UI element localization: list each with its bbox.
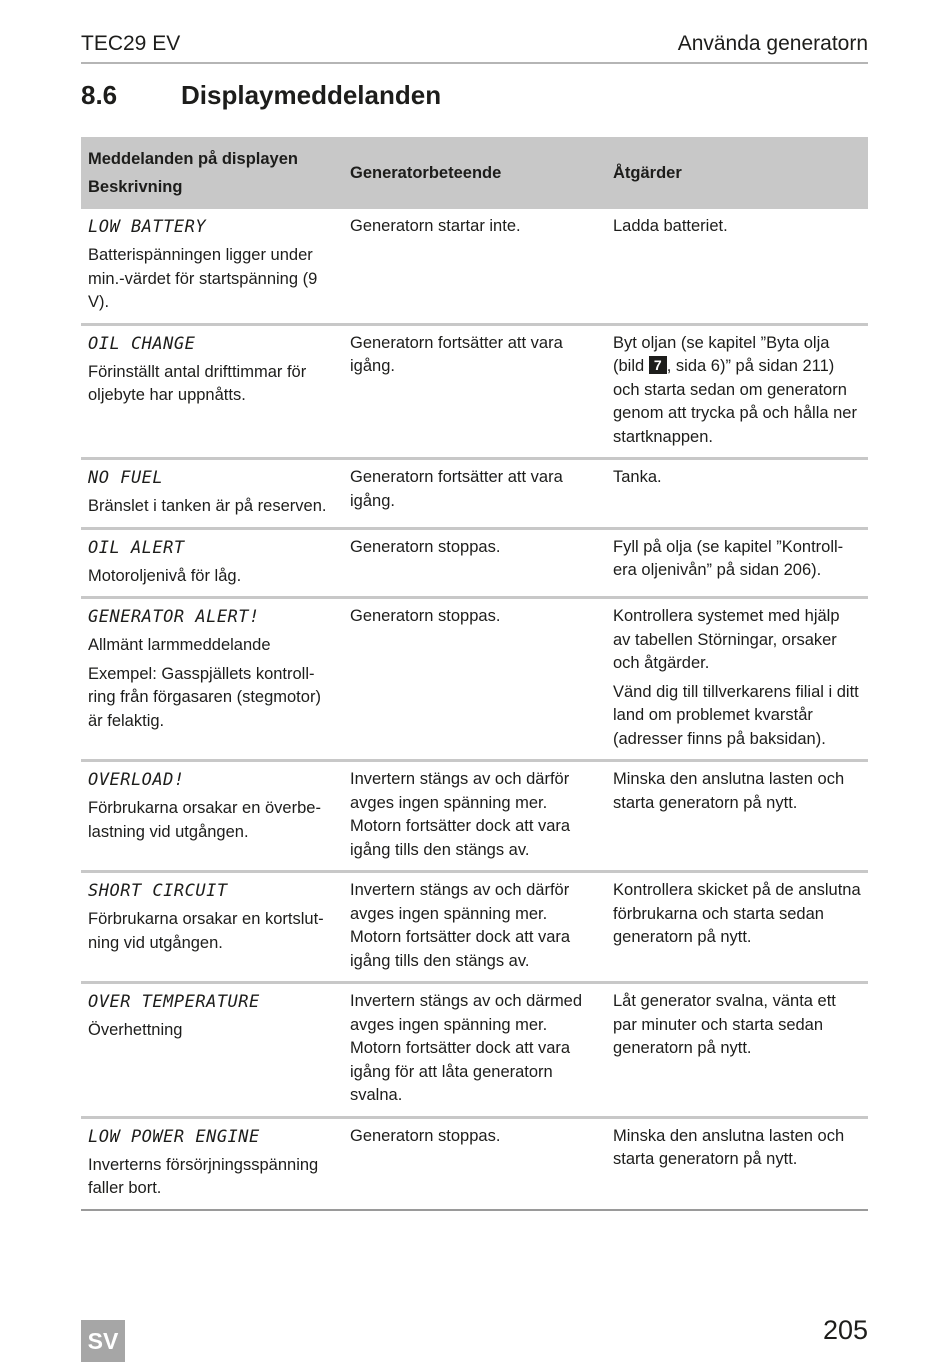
header-messages: Meddelanden på displayen	[88, 150, 298, 168]
message-cell	[81, 761, 343, 872]
page-number: 205	[822, 1315, 868, 1345]
table-row	[81, 209, 868, 324]
behavior-cell: Generatorn stoppas.	[343, 528, 606, 598]
message-description: Förbrukarna orsakar en överbe-lastning vid utgången.	[88, 799, 321, 841]
action-cell	[606, 983, 868, 1118]
message-cell	[81, 1117, 343, 1210]
header-actions: Åtgärder	[606, 137, 868, 209]
action-text-secondary: Vänd dig till tillverkarens filial i ditt land om problemet kvarstår (adresser finns på baksidan).	[613, 682, 859, 748]
behavior-cell: Invertern stängs av och därför avges ingen spänning mer. Motorn fortsätter dock att vara igång tills den stängs av.	[343, 872, 606, 983]
display-messages-table	[81, 137, 868, 1211]
action-cell	[606, 598, 868, 761]
display-message: LOW POWER ENGINE	[88, 1126, 260, 1147]
message-description: Överhettning	[88, 1021, 183, 1039]
message-cell	[81, 459, 343, 529]
display-message: LOW BATTERY	[88, 217, 207, 237]
figure-reference: 7	[649, 356, 667, 374]
action-text: Kontrollera skicket på de anslutna förbrukarna och starta sedan generatorn på nytt.	[613, 881, 861, 946]
action-text-start: Byt oljan (se kapitel ”Byta olja (bild	[613, 333, 830, 375]
table-row	[81, 528, 868, 598]
behavior-cell: Generatorn fortsätter att vara igång.	[343, 324, 606, 459]
model-name: TEC29 EV	[81, 32, 181, 55]
table-row	[81, 459, 868, 529]
message-description: Motoroljenivå för låg.	[88, 566, 242, 585]
message-cell	[81, 872, 343, 983]
chapter-title: Använda generatorn	[677, 32, 868, 55]
table-row	[81, 1117, 868, 1210]
table-row	[81, 324, 868, 459]
display-message: GENERATOR ALERT!	[88, 607, 260, 627]
message-example: Exempel: Gasspjällets kontroll-ring från förgasaren (stegmotor) är felaktig.	[88, 664, 321, 730]
message-cell	[81, 324, 343, 459]
section-heading	[81, 78, 441, 112]
action-cell	[606, 872, 868, 983]
action-cell	[606, 209, 868, 324]
display-message: OIL CHANGE	[88, 333, 196, 354]
action-cell	[606, 761, 868, 872]
behavior-cell: Invertern stängs av och därmed avges ingen spänning mer. Motorn fortsätter dock att vara igång för att låta generatorn svalna.	[343, 983, 606, 1118]
action-cell	[606, 528, 868, 598]
behavior-cell: Generatorn stoppas.	[343, 598, 606, 761]
action-text-end: , sida 6)” på sidan 211) och starta sedan om generatorn genom att trycka på och hålla ner startknappen.	[613, 357, 857, 446]
behavior-cell: Generatorn startar inte.	[343, 209, 606, 324]
action-cell	[606, 1117, 868, 1210]
message-cell	[81, 983, 343, 1118]
section-title: Displaymeddelanden	[181, 80, 442, 110]
message-cell	[81, 209, 343, 324]
table-header-row	[81, 137, 868, 209]
language-badge: SV	[81, 1320, 125, 1362]
display-message: SHORT CIRCUIT	[88, 881, 228, 901]
message-description: Batterispänningen ligger under min.-värdet för startspänning (9 V).	[88, 246, 318, 311]
page-header	[81, 30, 868, 64]
action-cell	[606, 324, 868, 459]
message-description: Förbrukarna orsakar en kortslut-ning vid utgången.	[88, 910, 324, 952]
action-text: Ladda batteriet.	[613, 217, 728, 235]
table-row	[81, 872, 868, 983]
behavior-cell: Generatorn fortsätter att vara igång.	[343, 459, 606, 529]
message-description: Inverterns försörjningsspänning faller bort.	[88, 1155, 319, 1197]
message-cell	[81, 528, 343, 598]
display-message: OVER TEMPERATURE	[88, 992, 260, 1012]
action-text: Låt generator svalna, vänta ett par minuter och starta sedan generatorn på nytt.	[613, 992, 836, 1057]
header-messages-description	[81, 137, 343, 209]
action-text: Minska den anslutna lasten och starta generatorn på nytt.	[613, 770, 845, 812]
table-row	[81, 761, 868, 872]
message-description: Allmänt larmmeddelande	[88, 636, 271, 654]
message-description: Bränslet i tanken är på reserven.	[88, 497, 327, 515]
message-description: Förinställt antal drifttimmar för oljebyte har uppnåtts.	[88, 362, 307, 404]
table-row	[81, 983, 868, 1118]
display-message: OVERLOAD!	[88, 770, 185, 790]
action-text: Fyll på olja (se kapitel ”Kontroll-era oljenivån” på sidan 206).	[613, 537, 844, 579]
behavior-cell: Generatorn stoppas.	[343, 1117, 606, 1210]
action-cell	[606, 459, 868, 529]
message-cell	[81, 598, 343, 761]
display-message: NO FUEL	[88, 468, 164, 488]
section-number: 8.6	[81, 80, 118, 110]
action-text: Kontrollera systemet med hjälp av tabellen Störningar, orsaker och åtgärder.	[613, 607, 840, 672]
display-message: OIL ALERT	[88, 537, 185, 558]
action-text: Minska den anslutna lasten och starta generatorn på nytt.	[613, 1126, 845, 1168]
behavior-cell: Invertern stängs av och därför avges ingen spänning mer. Motorn fortsätter dock att vara igång tills den stängs av.	[343, 761, 606, 872]
header-behavior: Generatorbeteende	[343, 137, 606, 209]
action-text: Tanka.	[613, 468, 662, 486]
table-row	[81, 598, 868, 761]
header-description: Beskrivning	[88, 178, 183, 196]
